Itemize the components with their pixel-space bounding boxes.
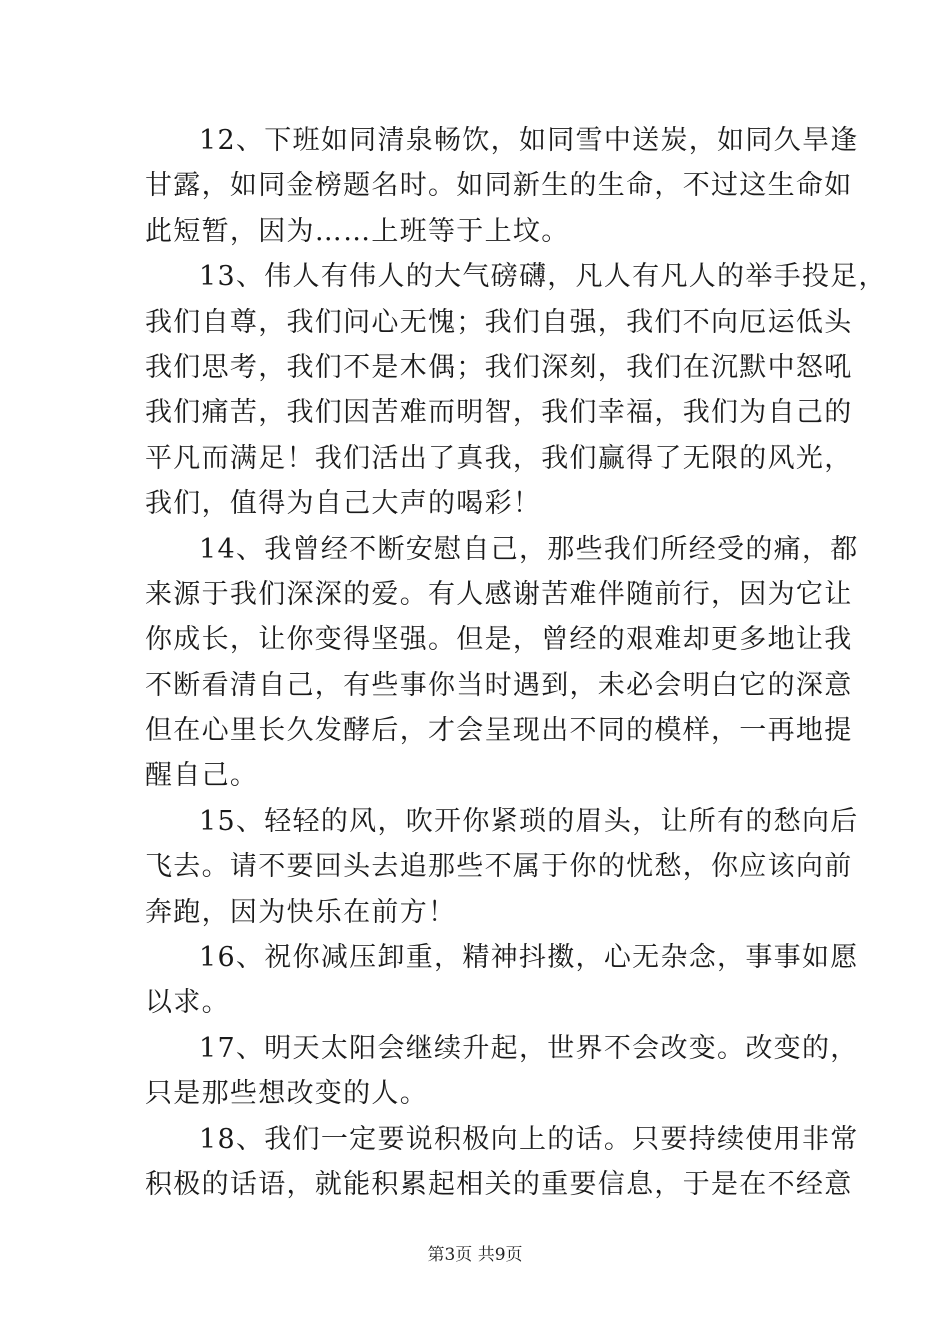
text-line: 只是那些想改变的人。 bbox=[145, 1078, 428, 1110]
text-line: 醒自己。 bbox=[145, 760, 259, 792]
text-line: 你成长，让你变得坚强。但是，曾经的艰难却更多地让我 bbox=[145, 624, 853, 656]
text-line: 12、下班如同清泉畅饮，如同雪中送炭，如同久旱逢 bbox=[199, 125, 859, 156]
text-line: 以求。 bbox=[145, 987, 230, 1019]
text-line: 16、祝你减压卸重，精神抖擞，心无杂念，事事如愿 bbox=[199, 942, 859, 974]
text-line: 飞去。请不要回头去追那些不属于你的忧愁，你应该向前 bbox=[145, 851, 853, 883]
text-line: 17、明天太阳会继续升起，世界不会改变。改变的， bbox=[199, 1032, 859, 1064]
text-line: 平凡而满足！我们活出了真我，我们赢得了无限的风光， bbox=[145, 442, 853, 474]
text-line: 14、我曾经不断安慰自己，那些我们所经受的痛，都 bbox=[199, 533, 859, 565]
text-line: 但在心里长久发酵后，才会呈现出不同的模样，一再地提 bbox=[145, 715, 853, 747]
text-line: 来源于我们深深的爱。有人感谢苦难伴随前行，因为它让 bbox=[145, 578, 853, 610]
text-line: 我们痛苦，我们因苦难而明智，我们幸福，我们为自己的 bbox=[145, 397, 853, 429]
text-line: 13、伟人有伟人的大气磅礴，凡人有凡人的举手投足， bbox=[199, 261, 887, 293]
text-line: 奔跑，因为快乐在前方！ bbox=[145, 896, 457, 928]
text-line: 我们，值得为自己大声的喝彩！ bbox=[145, 488, 542, 520]
text-line: 18、我们一定要说积极向上的话。只要持续使用非常 bbox=[199, 1123, 859, 1155]
text-line: 此短暂，因为……上班等于上坟。 bbox=[145, 215, 570, 247]
text-line: 积极的话语，就能积累起相关的重要信息，于是在不经意 bbox=[145, 1168, 853, 1200]
text-line: 我们自尊，我们问心无愧；我们自强，我们不向厄运低头 bbox=[145, 306, 853, 338]
page-number-footer: 第3页 共9页 bbox=[427, 1245, 523, 1265]
document-body bbox=[145, 118, 887, 1207]
text-line: 不断看清自己，有些事你当时遇到，未必会明白它的深意 bbox=[145, 669, 853, 701]
text-line: 我们思考，我们不是木偶；我们深刻，我们在沉默中怒吼 bbox=[145, 351, 853, 383]
text-line: 15、轻轻的风，吹开你紧琐的眉头，让所有的愁向后 bbox=[199, 805, 859, 837]
text-line: 甘露，如同金榜题名时。如同新生的生命，不过这生命如 bbox=[145, 170, 853, 202]
